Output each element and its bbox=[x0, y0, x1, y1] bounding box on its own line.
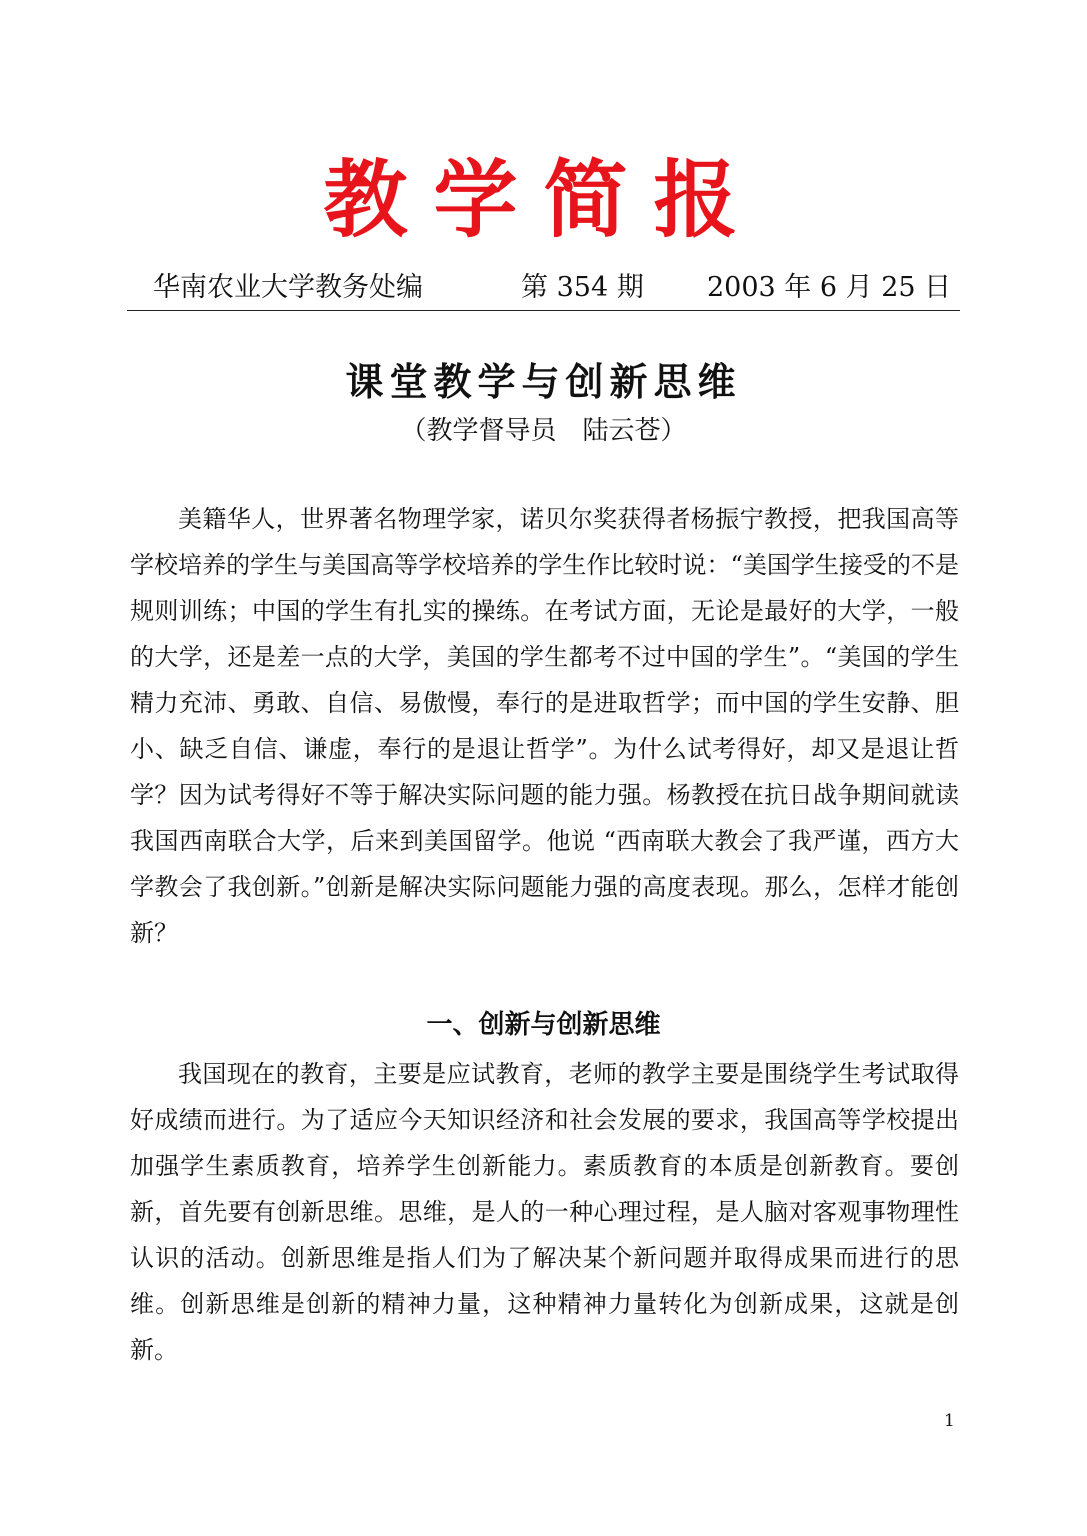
article-byline: （教学督导员 陆云苍） bbox=[400, 416, 687, 446]
issue-publisher: 华南农业大学教务处编 bbox=[153, 272, 423, 303]
issue-date: 2003 年 6 月 25 日 bbox=[707, 272, 952, 303]
masthead-title: 教学简报 bbox=[323, 150, 764, 249]
page-number: 1 bbox=[944, 1411, 955, 1431]
section-paragraph: 我国现在的教育，主要是应试教育，老师的教学主要是围绕学生考试取得好成绩而进行。为了适应今天知识经济和社会发展的要求，我国高等学校提出加强学生素质教育，培养学生创新能力。素质教育的本质是创新教育。要创新，首先要有创新思维。思维，是人的一种心理过程，是人脑对客观事物理性认识的活动。创新思维是指人们为了解决某个新问题并取得成果而进行的思维。创新思维是创新的精神力量，这种精神力量转化为创新成果，这就是创新。 bbox=[130, 1060, 959, 1364]
intro-paragraph: 美籍华人，世界著名物理学家，诺贝尔奖获得者杨振宁教授，把我国高等学校培养的学生与美国高等学校培养的学生作比较时说：“美国学生接受的不是规则训练；中国的学生有扎实的操练。在考试方面，无论是最好的大学，一般的大学，还是差一点的大学，美国的学生都考不过中国的学生”。“美国的学生精力充沛、勇敢、自信、易傲慢，奉行的是进取哲学；而中国的学生安静、胆小、缺乏自信、谦虚，奉行的是退让哲学”。为什么试考得好，却又是退让哲学？因为试考得好不等于解决实际问题的能力强。杨教授在抗日战争期间就读我国西南联合大学，后来到美国留学。他说 “西南联大教会了我严谨，西方大学教会了我创新。”创新是解决实际问题能力强的高度表现。那么，怎样才能创新？ bbox=[130, 505, 959, 947]
issue-number: 第 354 期 bbox=[521, 272, 644, 303]
section-heading: 一、创新与创新思维 bbox=[426, 1010, 661, 1040]
issue-line bbox=[127, 266, 960, 311]
article-title: 课堂教学与创新思维 bbox=[345, 359, 742, 404]
